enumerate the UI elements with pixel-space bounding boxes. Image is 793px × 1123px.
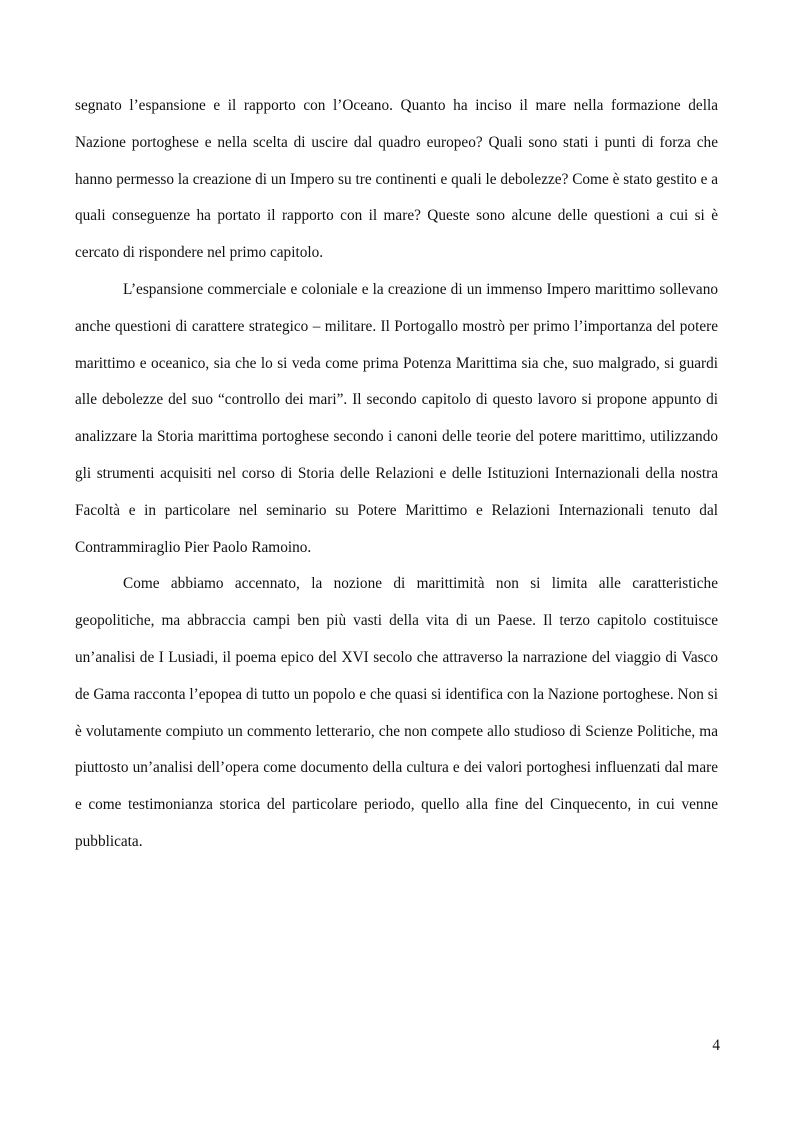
body-text: [75, 88, 718, 861]
page-number: 4: [712, 1037, 720, 1054]
paragraph-1: segnato l’espansione e il rapporto con l’Oceano. Quanto ha inciso il mare nella formazione della Nazione portoghese e nella scelta di uscire dal quadro europeo? Quali sono stati i punti di forza che hanno permesso la creazione di un Impero su tre continenti e quali le debolezze? Come è stato gestito e a quali conseguenze ha portato il rapporto con il mare? Queste sono alcune delle questioni a cui si è cercato di rispondere nel primo capitolo.: [75, 97, 718, 262]
paragraph-3: Come abbiamo accennato, la nozione di marittimità non si limita alle caratteristiche geopolitiche, ma abbraccia campi ben più vasti della vita di un Paese. Il terzo capitolo costituisce un’analisi de I Lusiadi, il poema epico del XVI secolo che attraverso la narrazione del viaggio di Vasco de Gama racconta l’epopea di tutto un popolo e che quasi si identifica con la Nazione portoghese. Non si è volutamente compiuto un commento letterario, che non compete allo studioso di Scienze Politiche, ma piuttosto un’analisi dell’opera come documento della cultura e dei valori portoghesi influenzati dal mare e come testimonianza storica del particolare periodo, quello alla fine del Cinquecento, in cui venne pubblicata.: [75, 575, 718, 850]
paragraph-2: L’espansione commerciale e coloniale e la creazione di un immenso Impero marittimo sollevano anche questioni di carattere strategico – militare. Il Portogallo mostrò per primo l’importanza del potere marittimo e oceanico, sia che lo si veda come prima Potenza Marittima sia che, suo malgrado, si guardi alle debolezze del suo “controllo dei mari”. Il secondo capitolo di questo lavoro si propone appunto di analizzare la Storia marittima portoghese secondo i canoni delle teorie del potere marittimo, utilizzando gli strumenti acquisiti nel corso di Storia delle Relazioni e delle Istituzioni Internazionali della nostra Facoltà e in particolare nel seminario su Potere Marittimo e Relazioni Internazionali tenuto dal Contrammiraglio Pier Paolo Ramoino.: [75, 280, 718, 556]
